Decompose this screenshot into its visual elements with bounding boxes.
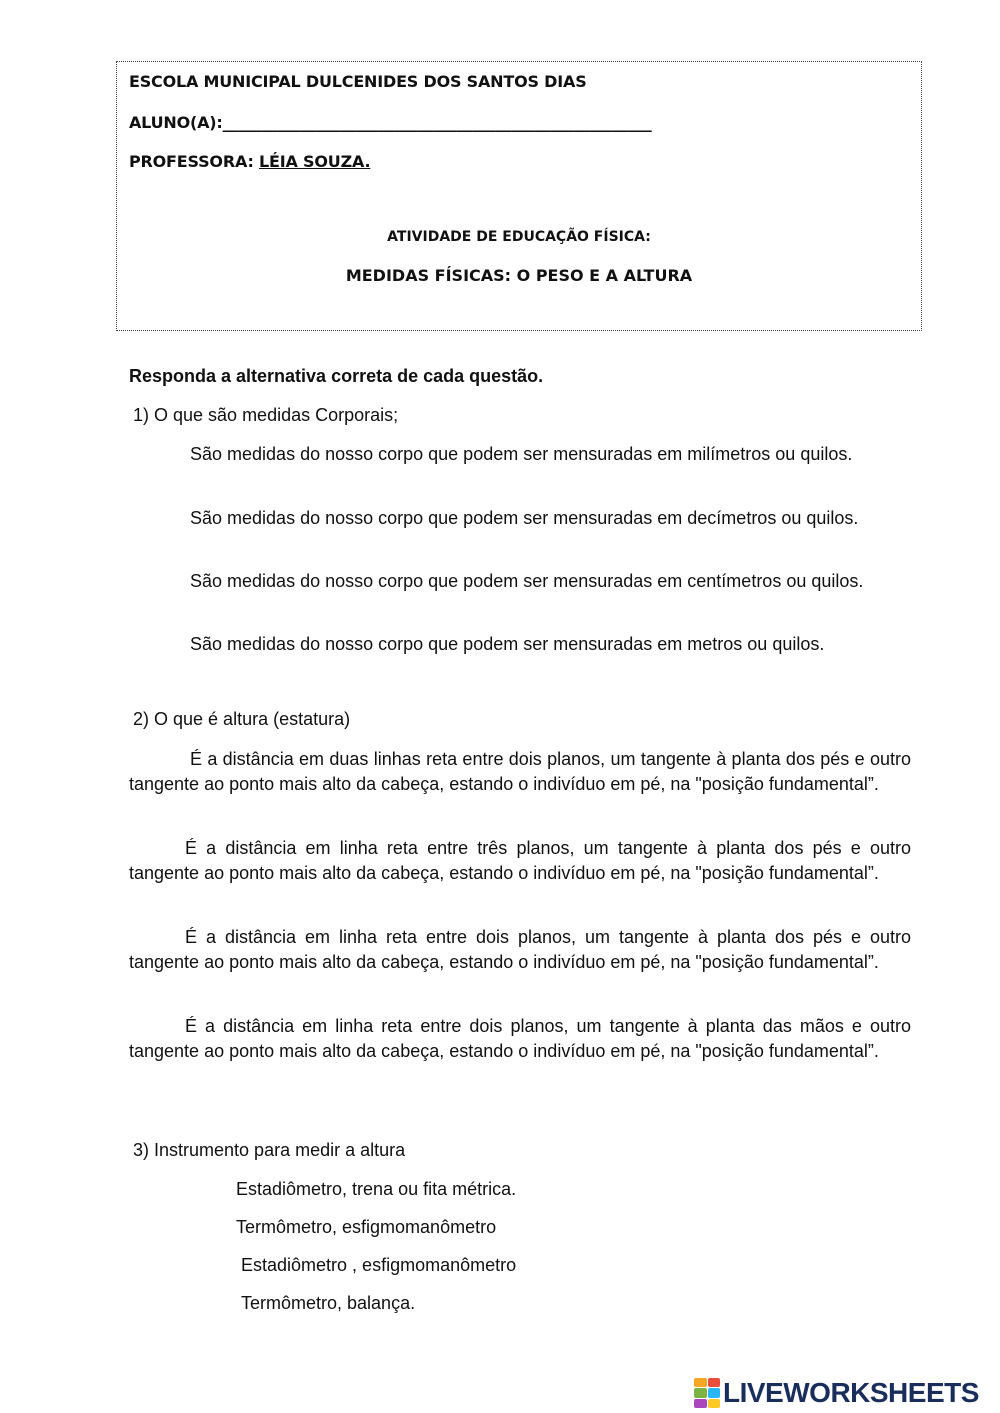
q3-option-4[interactable]: Termômetro, balança.	[241, 1293, 416, 1313]
q3-option-2[interactable]: Termômetro, esfigmomanômetro	[236, 1217, 497, 1237]
logo-square	[708, 1399, 721, 1408]
q3-option-1[interactable]: Estadiômetro, trena ou fita métrica.	[236, 1179, 517, 1199]
activity-title: ATIVIDADE DE EDUCAÇÃO FÍSICA:	[387, 229, 651, 245]
q2-option-3[interactable]: É a distância em linha reta entre dois planos, um tangente à planta dos pés e outro tangente ao ponto mais alto da cabeça, estando o indivíduo em pé, na "posição fundamental”.	[129, 927, 911, 972]
logo-square	[708, 1388, 721, 1397]
teacher-line	[129, 152, 370, 171]
liveworksheets-logo-text: LIVEWORKSHEETS	[723, 1377, 979, 1408]
logo-square	[694, 1399, 707, 1408]
question-3: 3) Instrumento para medir a altura	[133, 1140, 406, 1160]
logo-square	[694, 1388, 707, 1397]
logo-square	[694, 1378, 707, 1387]
q2-option-2[interactable]: É a distância em linha reta entre três planos, um tangente à planta dos pés e outro tangente ao ponto mais alto da cabeça, estando o indivíduo em pé, na "posição fundamental”.	[129, 838, 911, 883]
student-name-field: ALUNO(A):_______________________________________________________	[129, 113, 652, 132]
q3-option-3[interactable]: Estadiômetro , esfigmomanômetro	[241, 1255, 517, 1275]
q1-option-2[interactable]: São medidas do nosso corpo que podem ser mensuradas em decímetros ou quilos.	[190, 508, 859, 528]
logo-square	[708, 1378, 721, 1387]
q2-option-1[interactable]: É a distância em duas linhas reta entre dois planos, um tangente à planta dos pés e outro tangente ao ponto mais alto da cabeça, estando o indivíduo em pé, na "posição fundamental”.	[129, 749, 911, 794]
activity-subtitle: MEDIDAS FÍSICAS: O PESO E A ALTURA	[345, 266, 693, 285]
q1-option-3[interactable]: São medidas do nosso corpo que podem ser mensuradas em centímetros ou quilos.	[190, 571, 864, 591]
liveworksheets-logo	[694, 1376, 979, 1410]
q1-option-1[interactable]: São medidas do nosso corpo que podem ser mensuradas em milímetros ou quilos.	[190, 444, 853, 464]
question-1: 1) O que são medidas Corporais;	[133, 405, 399, 425]
school-name: ESCOLA MUNICIPAL DULCENIDES DOS SANTOS DIAS	[129, 72, 587, 91]
q2-option-4[interactable]: É a distância em linha reta entre dois planos, um tangente à planta das mãos e outro tangente ao ponto mais alto da cabeça, estando o indivíduo em pé, na "posição fundamental”.	[129, 1016, 911, 1061]
q1-option-4[interactable]: São medidas do nosso corpo que podem ser mensuradas em metros ou quilos.	[190, 634, 825, 654]
question-2: 2) O que é altura (estatura)	[133, 709, 351, 729]
liveworksheets-logo-icon	[694, 1378, 720, 1408]
teacher-name: LÉIA SOUZA.	[259, 152, 371, 171]
teacher-label: PROFESSORA:	[129, 152, 254, 171]
instruction: Responda a alternativa correta de cada questão.	[129, 366, 544, 386]
header-box	[116, 61, 922, 331]
